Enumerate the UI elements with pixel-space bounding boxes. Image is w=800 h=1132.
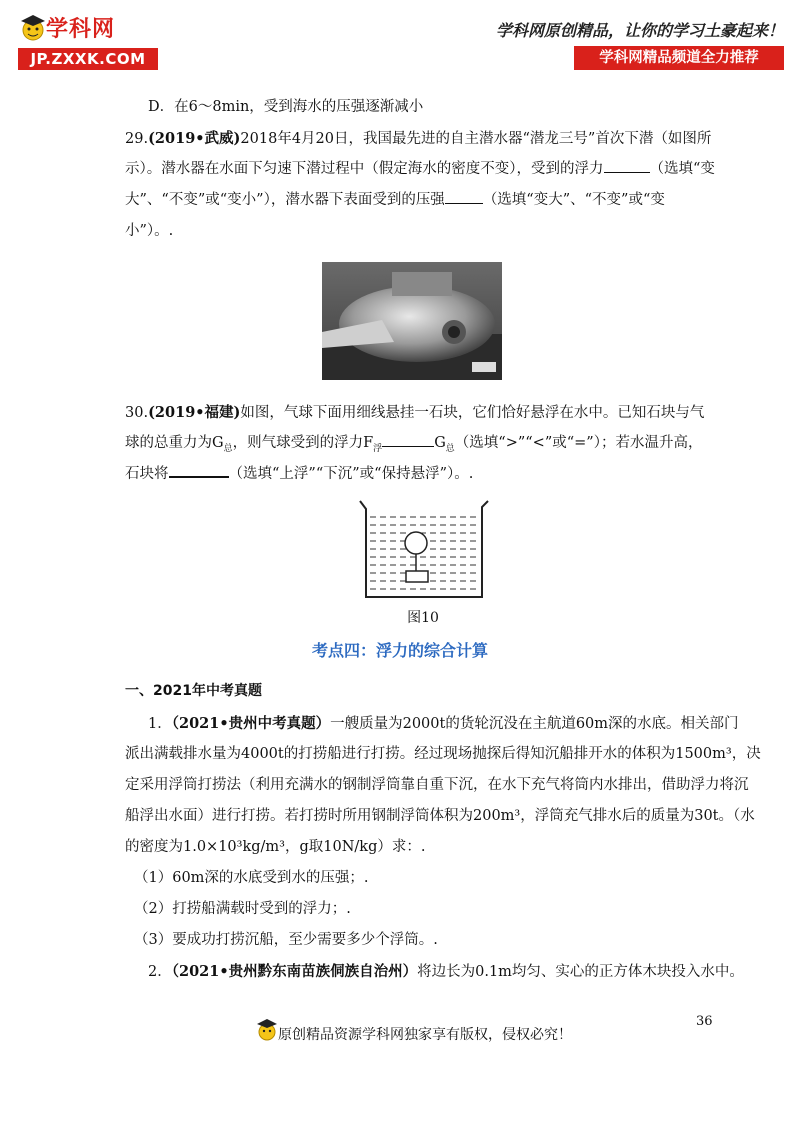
q29-source: (2019•武威) xyxy=(148,130,241,147)
p1-line3: 定采用浮筒打捞法（利用充满水的钢制浮筒靠自重下沉，在水下充气将筒内水排出，借助浮力将沉 xyxy=(125,777,749,793)
q30-subscript: 总 xyxy=(445,443,455,454)
q29-line2 xyxy=(125,154,715,185)
q30-subscript: 总 xyxy=(223,443,233,454)
sub-heading: 一、2021年中考真题 xyxy=(125,683,262,699)
q29-text: （选填“变 xyxy=(649,161,715,177)
q30-source: (2019•福建) xyxy=(148,404,241,421)
q30-text: 球的总重力为G xyxy=(125,435,224,451)
p2-number: 2． xyxy=(148,964,172,980)
q29-number: 29. xyxy=(125,131,149,147)
mascot-icon xyxy=(18,12,48,44)
section-title: 考点四：浮力的综合计算 xyxy=(311,641,488,660)
logo-url: JP.ZXXK.COM xyxy=(18,48,158,70)
q30-text: 如图，气球下面用细线悬挂一石块，它们恰好悬浮在水中。已知石块与气 xyxy=(240,405,705,421)
q30-text: （选填“上浮”“下沉”或“保持悬浮”）。. xyxy=(228,466,474,482)
q29-line4: 小”）。. xyxy=(125,223,174,239)
answer-blank[interactable] xyxy=(445,189,483,204)
q30-line1 xyxy=(125,397,704,429)
beaker-diagram xyxy=(354,497,492,603)
p1-line2: 派出满载排水量为4000t的打捞船进行打捞。经过现场抛探后得知沉船排开水的体积为1500m³，决 xyxy=(125,746,761,762)
p1-item3: （3）要成功打捞沉船，至少需要多少个浮筒。. xyxy=(134,932,438,948)
q30-text: ，则气球受到的浮力F xyxy=(232,435,374,451)
q30-number: 30. xyxy=(125,405,149,421)
q29-line3 xyxy=(125,185,665,216)
p2-line1 xyxy=(148,956,744,988)
page-number: 36 xyxy=(696,1014,713,1029)
figure-caption: 图10 xyxy=(407,610,439,626)
logo-text: 学科网 xyxy=(46,17,116,42)
p1-text: 一艘质量为2000t的货轮沉没在主航道60m深的水底。相关部门 xyxy=(330,716,739,732)
p1-source: （2021•贵州中考真题） xyxy=(171,715,331,732)
p1-number: 1． xyxy=(148,716,172,732)
submarine-photo xyxy=(322,262,502,380)
q28-option-d: D．在6～8min，受到海水的压强逐渐减小 xyxy=(148,99,424,115)
footer-mascot-icon xyxy=(256,1016,278,1048)
answer-blank[interactable] xyxy=(382,432,434,447)
q29-line1 xyxy=(125,123,711,155)
q30-text: G xyxy=(434,435,446,451)
p1-line4: 船浮出水面）进行打捞。若打捞时所用钢制浮筒体积为200m³，浮筒充气排水后的质量为30t。（水 xyxy=(125,808,755,824)
p1-line5: 的密度为1.0×10³kg/m³，g取10N/kg）求：. xyxy=(125,839,426,855)
p2-source: （2021•贵州黔东南苗族侗族自治州） xyxy=(171,963,418,980)
footer-text: 原创精品资源学科网独家享有版权，侵权必究！ xyxy=(278,1027,572,1043)
q29-text: 大”、“不变”或“变小”），潜水器下表面受到的压强 xyxy=(125,192,445,208)
p2-text: 将边长为0.1m均匀、实心的正方体木块投入水中。 xyxy=(417,964,744,980)
header-slogan: 学科网原创精品，让你的学习土豪起来！ xyxy=(495,21,784,40)
p1-line1 xyxy=(148,708,739,740)
answer-blank[interactable] xyxy=(604,158,650,173)
q29-text: （选填“变大”、“不变”或“变 xyxy=(482,192,665,208)
q30-subscript: 浮 xyxy=(373,443,383,454)
header-banner: 学科网精品频道全力推荐 xyxy=(574,46,784,70)
q30-line3 xyxy=(125,459,473,490)
q30-text: （选填“>”“<”或“=”）；若水温升高， xyxy=(454,435,703,451)
q29-text: 示）。潜水器在水面下匀速下潜过程中（假定海水的密度不变），受到的浮力 xyxy=(125,161,604,177)
p1-item2: （2）打捞船满载时受到的浮力；. xyxy=(134,901,351,917)
q29-text: 2018年4月20日，我国最先进的自主潜水器“潜龙三号”首次下潜（如图所 xyxy=(240,131,712,147)
q30-text: 石块将 xyxy=(125,466,169,482)
p1-item1: （1）60m深的水底受到水的压强；. xyxy=(134,870,369,886)
beaker-figure xyxy=(354,497,492,626)
answer-blank[interactable] xyxy=(169,462,229,478)
